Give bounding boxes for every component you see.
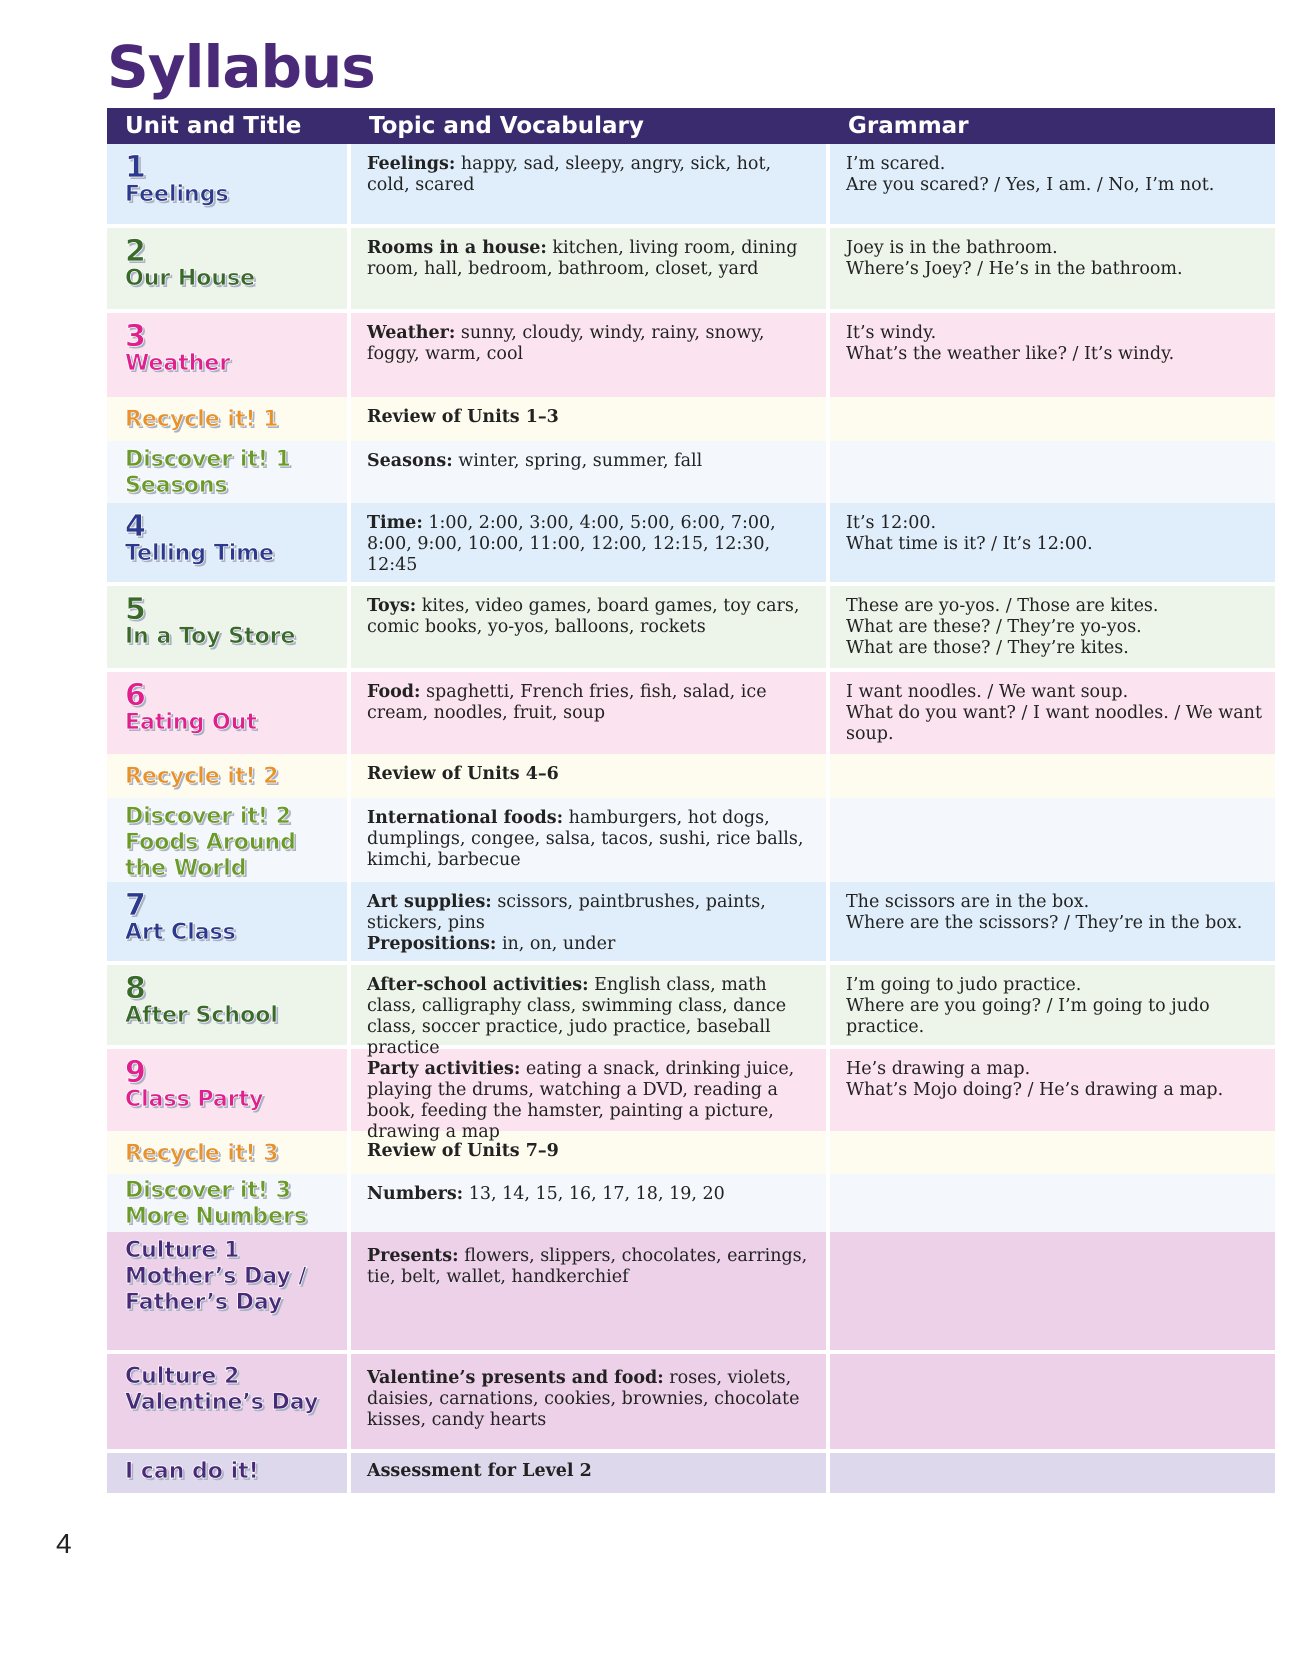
- grammar-cell: [830, 397, 1275, 441]
- table-row-discover-1: [107, 441, 1275, 503]
- topic-label: Feelings:: [367, 154, 456, 174]
- grammar-cell: [830, 754, 1275, 798]
- unit-cell: [107, 503, 351, 582]
- topic-label: Rooms in a house:: [367, 238, 547, 258]
- table-row-unit-4: [107, 503, 1275, 586]
- table-row-unit-3: [107, 313, 1275, 397]
- header-unit-and-title: Unit and Title: [125, 113, 302, 139]
- syllabus-table: [107, 108, 1275, 1493]
- topic-label: International foods:: [367, 808, 564, 828]
- topic-label: Prepositions:: [367, 934, 497, 954]
- unit-cell: [107, 228, 351, 309]
- unit-cell: [107, 1131, 351, 1174]
- unit-cell: [107, 1354, 351, 1449]
- grammar-line: He’s drawing a map.: [846, 1059, 1031, 1079]
- unit-cell: [107, 586, 351, 668]
- table-row-recycle-1: [107, 397, 1275, 441]
- unit-title: Feelings: [125, 182, 229, 207]
- topic-cell: [351, 798, 830, 882]
- unit-title: I can do it!: [125, 1459, 259, 1484]
- unit-number: 4: [125, 509, 146, 544]
- topic-text: scissors, paintbrushes, paints, stickers, pins: [367, 892, 766, 933]
- unit-title: Eating Out: [125, 710, 257, 735]
- topic-text: winter, spring, summer, fall: [452, 451, 703, 471]
- table-row-unit-7: [107, 882, 1275, 965]
- table-row-unit-5: [107, 586, 1275, 672]
- unit-title: Art Class: [125, 920, 236, 945]
- grammar-line: What’s the weather like? / It’s windy.: [846, 344, 1175, 364]
- grammar-line: Where are you going? / I’m going to judo practice.: [846, 996, 1210, 1037]
- unit-subtitle: the World: [125, 856, 247, 881]
- unit-title: Recycle it! 1: [125, 407, 279, 432]
- unit-subtitle: Foods Around: [125, 830, 296, 855]
- topic-cell: [351, 672, 830, 754]
- topic-text: kites, video games, board games, toy cars, comic books, yo-yos, balloons, rockets: [367, 596, 800, 637]
- unit-title: After School: [125, 1003, 278, 1028]
- topic-text: in, on, under: [496, 934, 616, 954]
- grammar-line: What are these? / They’re yo-yos.: [846, 617, 1142, 637]
- grammar-line: Where’s Joey? / He’s in the bathroom.: [846, 259, 1183, 279]
- unit-cell: [107, 313, 351, 397]
- topic-cell: [351, 1232, 830, 1350]
- unit-title: Discover it! 3: [125, 1178, 291, 1203]
- topic-cell: [351, 754, 830, 798]
- grammar-line: I’m scared.: [846, 154, 946, 174]
- topic-cell: [351, 1049, 830, 1142]
- unit-title: Weather: [125, 351, 231, 376]
- unit-title: Discover it! 2: [125, 804, 291, 829]
- grammar-cell: [830, 1232, 1275, 1350]
- unit-cell: [107, 441, 351, 503]
- grammar-line: The scissors are in the box.: [846, 892, 1090, 912]
- topic-text: kitchen, living room, dining room, hall, bedroom, bathroom, closet, yard: [367, 238, 798, 279]
- topic-text: 1:00, 2:00, 3:00, 4:00, 5:00, 6:00, 7:00, 8:00, 9:00, 10:00, 11:00, 12:00, 12:15, 12:30, 12:45: [367, 513, 776, 575]
- grammar-line: These are yo-yos. / Those are kites.: [846, 596, 1159, 616]
- topic-text: roses, violets, daisies, carnations, cookies, brownies, chocolate kisses, candy hearts: [367, 1368, 800, 1430]
- topic-label: Assessment for Level 2: [367, 1461, 592, 1481]
- table-row-assessment: [107, 1453, 1275, 1493]
- grammar-cell: [830, 1174, 1275, 1232]
- unit-subtitle: Mother’s Day /: [125, 1264, 307, 1289]
- unit-subtitle: Valentine’s Day: [125, 1390, 319, 1415]
- unit-cell: [107, 882, 351, 961]
- table-row-recycle-3: [107, 1131, 1275, 1174]
- unit-cell: [107, 798, 351, 882]
- topic-text: spaghetti, French fries, fish, salad, ice cream, noodles, fruit, soup: [367, 682, 767, 723]
- table-row-unit-8: [107, 965, 1275, 1058]
- unit-cell: [107, 965, 351, 1045]
- grammar-cell: [830, 144, 1275, 224]
- topic-cell: [351, 144, 830, 224]
- unit-number: 8: [125, 971, 146, 1006]
- unit-number: 3: [125, 319, 146, 354]
- unit-cell: [107, 1232, 351, 1350]
- unit-subtitle: More Numbers: [125, 1204, 308, 1229]
- grammar-line: Where are the scissors? / They’re in the box.: [846, 913, 1243, 933]
- grammar-cell: [830, 441, 1275, 503]
- grammar-line: What’s Mojo doing? / He’s drawing a map.: [846, 1080, 1224, 1100]
- grammar-line: What are those? / They’re kites.: [846, 638, 1129, 658]
- table-row-unit-2: [107, 228, 1275, 313]
- topic-cell: [351, 441, 830, 503]
- topic-label: Review of Units 1–3: [367, 407, 559, 427]
- unit-title: Recycle it! 2: [125, 764, 279, 789]
- topic-text: sunny, cloudy, windy, rainy, snowy, foggy, warm, cool: [367, 323, 765, 364]
- topic-text: happy, sad, sleepy, angry, sick, hot, cold, scared: [367, 154, 772, 195]
- topic-label: Time:: [367, 513, 423, 533]
- topic-label: Presents:: [367, 1246, 459, 1266]
- unit-cell: [107, 1049, 351, 1131]
- grammar-cell: [830, 313, 1275, 397]
- topic-label: Review of Units 7–9: [367, 1141, 559, 1161]
- grammar-line: What time is it? / It’s 12:00.: [846, 534, 1093, 554]
- topic-cell: [351, 965, 830, 1058]
- grammar-cell: [830, 965, 1275, 1045]
- table-row-unit-1: [107, 144, 1275, 228]
- topic-label: Party activities:: [367, 1059, 521, 1079]
- unit-cell: [107, 397, 351, 441]
- topic-text: hamburgers, hot dogs, dumplings, congee, salsa, tacos, sushi, rice balls, kimchi, barbecue: [367, 808, 804, 870]
- unit-cell: [107, 144, 351, 224]
- topic-label: Seasons:: [367, 451, 453, 471]
- topic-cell: [351, 586, 830, 668]
- unit-title: Our House: [125, 266, 256, 291]
- topic-label: After-school activities:: [367, 975, 589, 995]
- grammar-line: What do you want? / I want noodles. / We want soup.: [846, 703, 1262, 744]
- header-topic-and-vocabulary: Topic and Vocabulary: [369, 113, 644, 139]
- unit-title: Telling Time: [125, 541, 275, 566]
- topic-label: Valentine’s presents and food:: [367, 1368, 664, 1388]
- grammar-cell: [830, 1354, 1275, 1449]
- grammar-cell: [830, 586, 1275, 668]
- grammar-line: Joey is in the bathroom.: [846, 238, 1058, 258]
- table-row-unit-9: [107, 1049, 1275, 1142]
- topic-label: Weather:: [367, 323, 456, 343]
- grammar-line: I’m going to judo practice.: [846, 975, 1082, 995]
- unit-title: Recycle it! 3: [125, 1141, 279, 1166]
- unit-cell: [107, 1453, 351, 1493]
- grammar-line: Are you scared? / Yes, I am. / No, I’m not.: [846, 175, 1215, 195]
- topic-cell: [351, 1174, 830, 1232]
- unit-number: 1: [125, 150, 146, 185]
- table-row-discover-2: [107, 798, 1275, 882]
- topic-cell: [351, 503, 830, 582]
- grammar-cell: [830, 672, 1275, 754]
- grammar-cell: [830, 1453, 1275, 1493]
- unit-cell: [107, 672, 351, 754]
- topic-cell: [351, 228, 830, 309]
- unit-number: 7: [125, 888, 146, 923]
- topic-label: Toys:: [367, 596, 417, 616]
- topic-cell: [351, 313, 830, 397]
- grammar-cell: [830, 228, 1275, 309]
- unit-cell: [107, 754, 351, 798]
- topic-label: Art supplies:: [367, 892, 492, 912]
- unit-title: Class Party: [125, 1087, 264, 1112]
- table-row-culture-2: [107, 1354, 1275, 1453]
- topic-label: Food:: [367, 682, 421, 702]
- page-number: 4: [56, 1528, 72, 1559]
- unit-number: 6: [125, 678, 146, 713]
- topic-text: eating a snack, drinking juice, playing the drums, watching a DVD, reading a book, feeding the hamster, painting a picture, drawing a map: [367, 1059, 795, 1142]
- header-grammar: Grammar: [848, 113, 969, 139]
- grammar-cell: [830, 1049, 1275, 1131]
- grammar-cell: [830, 1131, 1275, 1174]
- topic-cell: [351, 1131, 830, 1174]
- unit-title: Culture 1: [125, 1238, 240, 1263]
- topic-cell: [351, 1453, 830, 1493]
- table-row-discover-3: [107, 1174, 1275, 1232]
- unit-subtitle: Father’s Day: [125, 1290, 283, 1315]
- unit-cell: [107, 1174, 351, 1232]
- unit-title: Discover it! 1: [125, 447, 291, 472]
- grammar-cell: [830, 798, 1275, 882]
- unit-number: 9: [125, 1055, 146, 1090]
- unit-subtitle: Seasons: [125, 473, 228, 498]
- topic-cell: [351, 1354, 830, 1449]
- table-row-unit-6: [107, 672, 1275, 754]
- table-row-recycle-2: [107, 754, 1275, 798]
- page-title: Syllabus: [107, 33, 375, 101]
- table-header: [107, 108, 1275, 144]
- topic-text: 13, 14, 15, 16, 17, 18, 19, 20: [463, 1184, 725, 1204]
- table-row-culture-1: [107, 1232, 1275, 1354]
- topic-cell: [351, 882, 830, 961]
- unit-number: 5: [125, 592, 146, 627]
- topic-label: Numbers:: [367, 1184, 464, 1204]
- grammar-cell: [830, 503, 1275, 582]
- grammar-line: It’s 12:00.: [846, 513, 937, 533]
- grammar-line: I want noodles. / We want soup.: [846, 682, 1129, 702]
- topic-cell: [351, 397, 830, 441]
- unit-title: Culture 2: [125, 1364, 240, 1389]
- unit-title: In a Toy Store: [125, 624, 296, 649]
- topic-text: English class, math class, calligraphy class, swimming class, dance class, soccer practice, judo practice, baseball practice: [367, 975, 787, 1058]
- grammar-line: It’s windy.: [846, 323, 937, 343]
- unit-number: 2: [125, 234, 146, 269]
- grammar-cell: [830, 882, 1275, 961]
- topic-text: flowers, slippers, chocolates, earrings, tie, belt, wallet, handkerchief: [367, 1246, 808, 1287]
- topic-label: Review of Units 4–6: [367, 764, 559, 784]
